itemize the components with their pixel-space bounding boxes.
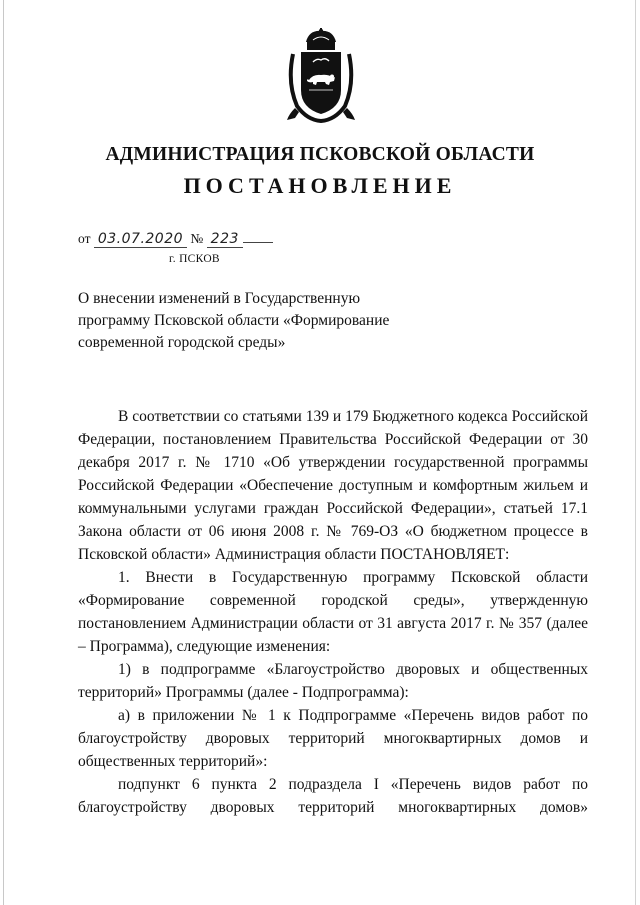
city-label: г. ПСКОВ: [169, 253, 220, 265]
page-edge-left: [3, 0, 4, 905]
body-paragraph: 1. Внести в Государственную программу Псковской области «Формирование современной городской среды», утвержденную постановлением Администрации области от 31 августа 2017 г. № 357 (далее – Программа), следующие изменения:: [78, 569, 588, 655]
number-underline: [243, 242, 273, 243]
document-subject: [78, 288, 389, 354]
document-date: 03.07.2020: [94, 231, 187, 248]
document-body: [78, 405, 588, 819]
subject-line: современной городской среды»: [78, 334, 286, 351]
date-number-line: [78, 231, 273, 247]
document-number: 223: [207, 231, 243, 248]
document-type-title: ПОСТАНОВЛЕНИЕ: [183, 173, 457, 198]
page-edge-right: [635, 0, 636, 905]
body-paragraph: а) в приложении № 1 к Подпрограмме «Перечень видов работ по благоустройству дворовых территорий многоквартирных домов и общественных территорий»:: [78, 707, 588, 770]
body-paragraph: В соответствии со статьями 139 и 179 Бюджетного кодекса Российской Федерации, постановлением Правительства Российской Федерации от 30 декабря 2017 г. № 1710 «Об утверждении государственной программы Российской Федерации «Обеспечение доступным и комфортным жильем и коммунальными услугами граждан Российской Федерации», статьей 17.1 Закона области от 06 июня 2008 г. № 769-ОЗ «О бюджетном процессе в Псковской области» Администрация области ПОСТАНОВЛЯЕТ:: [78, 408, 588, 563]
subject-line: программу Псковской области «Формирование: [78, 312, 390, 329]
body-paragraph: 1) в подпрограмме «Благоустройство дворовых и общественных территорий» Программы (далее - Подпрограмма):: [78, 661, 588, 701]
subject-line: О внесении изменений в Государственную: [78, 290, 361, 307]
date-prefix: от: [78, 231, 91, 246]
organization-name: АДМИНИСТРАЦИЯ ПСКОВСКОЙ ОБЛАСТИ: [105, 144, 535, 165]
body-paragraph: подпункт 6 пункта 2 подраздела I «Перечень видов работ по благоустройству дворовых территорий многоквартирных домов»: [78, 776, 588, 816]
number-prefix: №: [190, 231, 204, 246]
coat-of-arms-icon: [283, 28, 359, 123]
